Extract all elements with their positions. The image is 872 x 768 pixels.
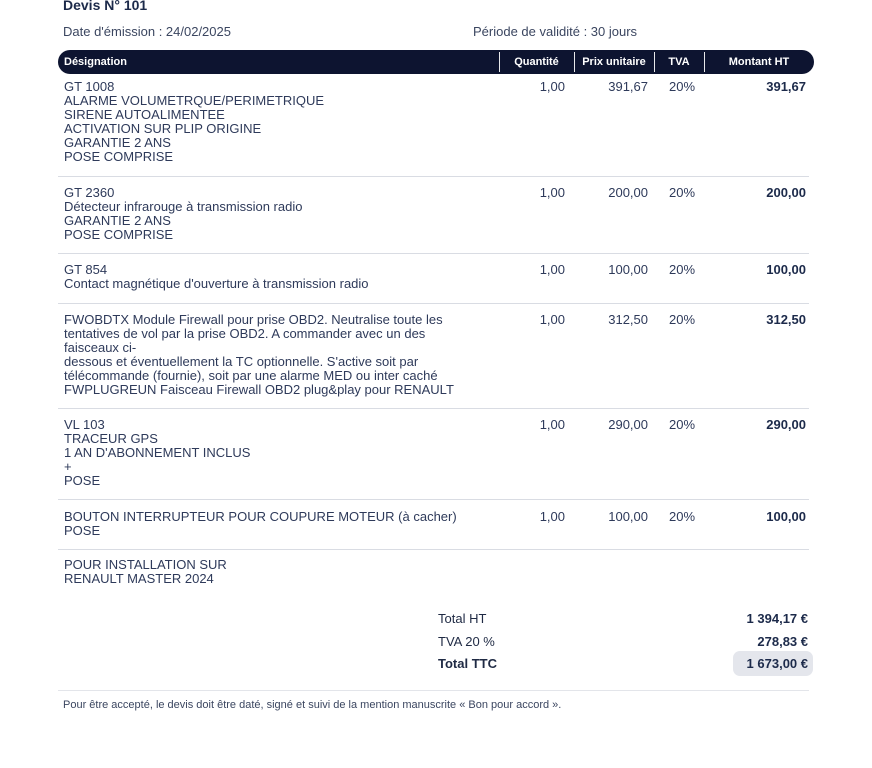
header-tva: TVA [668,56,690,68]
row-tva: 20% [668,312,696,327]
header-amount: Montant HT [728,56,790,68]
row-designation: BOUTON INTERRUPTEUR POUR COUPURE MOTEUR (à cacher) POSE [64,509,457,538]
row-divider [58,408,809,409]
row-amount: 200,00 [766,185,806,200]
total-ht-value: 1 394,17 € [746,611,808,626]
row-unit-price: 100,00 [608,262,648,277]
total-ht-label: Total HT [438,611,487,626]
row-divider [58,253,809,254]
row-designation: GT 2360 Détecteur infrarouge à transmission radio GARANTIE 2 ANS POSE COMPRISE [64,185,303,242]
row-tva: 20% [668,417,696,432]
tva-label: TVA 20 % [438,634,495,649]
quote-title: Devis N° 101 [63,0,148,13]
row-quantity: 1,00 [539,417,565,432]
installation-note: POUR INSTALLATION SUR RENAULT MASTER 2024 [64,557,227,586]
total-ttc-label: Total TTC [438,656,497,671]
table-header [58,50,814,74]
row-amount: 391,67 [766,79,806,94]
header-unit-price: Prix unitaire [582,56,646,68]
row-amount: 290,00 [766,417,806,432]
row-divider [58,499,809,500]
row-designation: GT 854 Contact magnétique d'ouverture à transmission radio [64,262,369,291]
row-designation: VL 103 TRACEUR GPS 1 AN D'ABONNEMENT INCLUS + POSE [64,417,251,488]
row-unit-price: 391,67 [608,79,648,94]
row-amount: 100,00 [766,509,806,524]
row-designation: FWOBDTX Module Firewall pour prise OBD2. Neutralise toute les tentatives de vol par la prise OBD2. A commander avec un des faisceaux ci- dessous et éventuellement la TC optionnelle. S'active soit par télécommande (fournie), soit par une alarme MED ou inter caché FWPLUGREUN Faisceau Firewall OBD2 plug&play pour RENAULT [64,312,454,397]
validity-period: Période de validité : 30 jours [473,24,638,39]
header-designation: Désignation [64,56,127,68]
row-quantity: 1,00 [539,185,565,200]
row-quantity: 1,00 [539,262,565,277]
row-quantity: 1,00 [539,312,565,327]
row-tva: 20% [668,185,696,200]
row-quantity: 1,00 [539,79,565,94]
header-quantity: Quantité [514,56,559,68]
tva-value: 278,83 € [757,634,808,649]
row-tva: 20% [668,262,696,277]
row-tva: 20% [668,509,696,524]
row-unit-price: 200,00 [608,185,648,200]
footer-divider [58,690,809,691]
row-divider [58,549,809,550]
row-divider [58,303,809,304]
row-quantity: 1,00 [539,509,565,524]
row-tva: 20% [668,79,696,94]
row-designation: GT 1008 ALARME VOLUMETRQUE/PERIMETRIQUE SIRENE AUTOALIMENTEE ACTIVATION SUR PLIP ORIGINE GARANTIE 2 ANS POSE COMPRISE [64,79,325,164]
row-unit-price: 100,00 [608,509,648,524]
row-unit-price: 312,50 [608,312,648,327]
row-unit-price: 290,00 [608,417,648,432]
acceptance-note: Pour être accepté, le devis doit être daté, signé et suivi de la mention manuscrite « Bon pour accord ». [63,699,562,711]
row-amount: 312,50 [766,312,806,327]
issue-date: Date d'émission : 24/02/2025 [63,24,231,39]
row-divider [58,176,809,177]
row-amount: 100,00 [766,262,806,277]
total-ttc-value: 1 673,00 € [746,656,808,671]
